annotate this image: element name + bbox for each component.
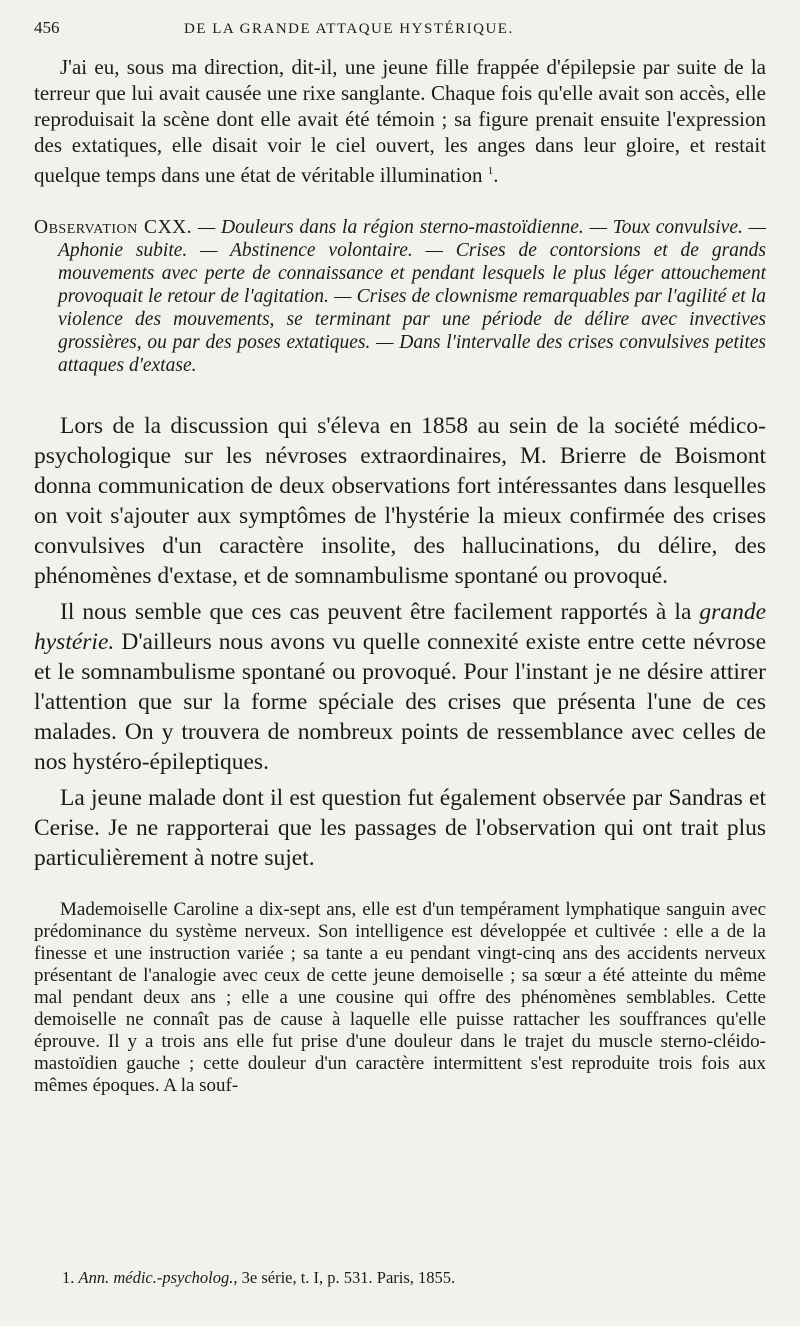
intro-paragraph: J'ai eu, sous ma direction, dit-il, une jeune fille frappée d'épilepsie par suite de la terreur que lui avait causée une rixe sanglante. Chaque fois qu'elle avait son accès, elle reproduisait la scène dont elle avait été témoin ; sa figure prenait ensuite l'expression des extatiques, elle disait voir le ciel ouvert, les anges dans leur gloire, et restait quelque temps dans une état de véritable illumination $^1$. (34, 55, 766, 187)
p2-text-a: Il nous semble que ces cas peuvent être facilement rapportés à la (60, 599, 692, 625)
footnote-rest: 3e série, t. I, p. 531. Paris, 1855. (241, 1268, 456, 1287)
running-head: DE LA GRANDE ATTAQUE HYSTÉRIQUE. (184, 21, 514, 37)
paragraph-sandras: La jeune malade dont il est question fut également observée par Sandras et Cerise. Je ne rapporterai que les passages de l'observation qui ont trait plus particulièrement à notre sujet. (34, 785, 766, 871)
footnote-source: Ann. médic.-psycholog., (78, 1268, 238, 1287)
page-header (34, 18, 766, 52)
page-number: 456 (34, 18, 60, 37)
paragraph-discussion: Lors de la discussion qui s'éleva en 1858 au sein de la société médico-psychologique sur les névroses extraordinaires, M. Brierre de Boismont donna communication de deux observations fort intéressantes dans lesquelles on voit s'ajouter aux symptômes de l'hystérie la mieux confirmée des crises convulsives d'un caractère insolite, des hallucinations, du délire, des phénomènes d'extase, et de somnambulisme spontané ou provoqué. (34, 413, 766, 589)
footnote-ref: 1 (487, 165, 494, 177)
observation-block (34, 216, 766, 377)
p2-italic: grande hystérie. (34, 599, 766, 655)
intro-text: J'ai eu, sous ma direction, dit-il, une jeune fille frappée d'épilepsie par suite de la terreur que lui avait causée une rixe sanglante. Chaque fois qu'elle avait son accès, elle reproduisait la scène dont elle avait été témoin ; sa figure prenait ensuite l'expression des extatiques, elle disait voir le ciel ouvert, les anges dans leur gloire, et restait quelque temps dans une état de véritable illumination (34, 55, 766, 187)
paragraph-grande-hysterie (34, 597, 766, 777)
observation-summary: — Douleurs dans la région sterno-mastoïdienne. — Toux convulsive. — Aphonie subite. — Abstinence volontaire. — Crises de contorsions et de grands mouvements avec perte de connaissance et pendant lesquels le plus léger attouchement provoquait le retour de l'agitation. — Crises de clownisme remarquables par l'agilité et la violence des mouvements, se terminant par une période de délire avec invectives grossières, ou par des poses extatiques. — Dans l'intervalle des crises convulsives petites attaques d'extase. (58, 217, 766, 376)
quoted-observation: Mademoiselle Caroline a dix-sept ans, elle est d'un tempérament lymphatique sanguin avec prédominance du système nerveux. Son intelligence est développée et cultivée : elle a de la finesse et une instruction variée ; sa tante a eu pendant vingt-cinq ans des accidents nerveux présentant de l'analogie avec ceux de cette jeune demoiselle ; sa sœur a été atteinte du même mal pendant deux ans ; elle a une cousine qui offre des phénomènes semblables. Cette demoiselle ne connaît pas de cause à laquelle elle puisse rattacher les souffrances qu'elle éprouve. Il y a trois ans elle fut prise d'une douleur dans le trajet du muscle sterno-cléido-mastoïdien gauche ; cette douleur d'un caractère intermittent s'est reproduite trois fois aux mêmes époques. A la souf- (34, 899, 766, 1096)
observation-heading: Observation CXX. (34, 217, 193, 238)
footnote-number: 1. (62, 1268, 75, 1287)
p2-text-b: D'ailleurs nous avons vu quelle connexité existe entre cette névrose et le somnambulisme spontané ou provoqué. Pour l'instant je ne désire attirer l'attention que sur la forme spéciale des crises que présenta l'une de ces malades. On y trouvera de nombreux points de ressemblance avec celles de nos hystéro-épileptiques. (34, 629, 767, 775)
footnote (62, 1268, 455, 1288)
